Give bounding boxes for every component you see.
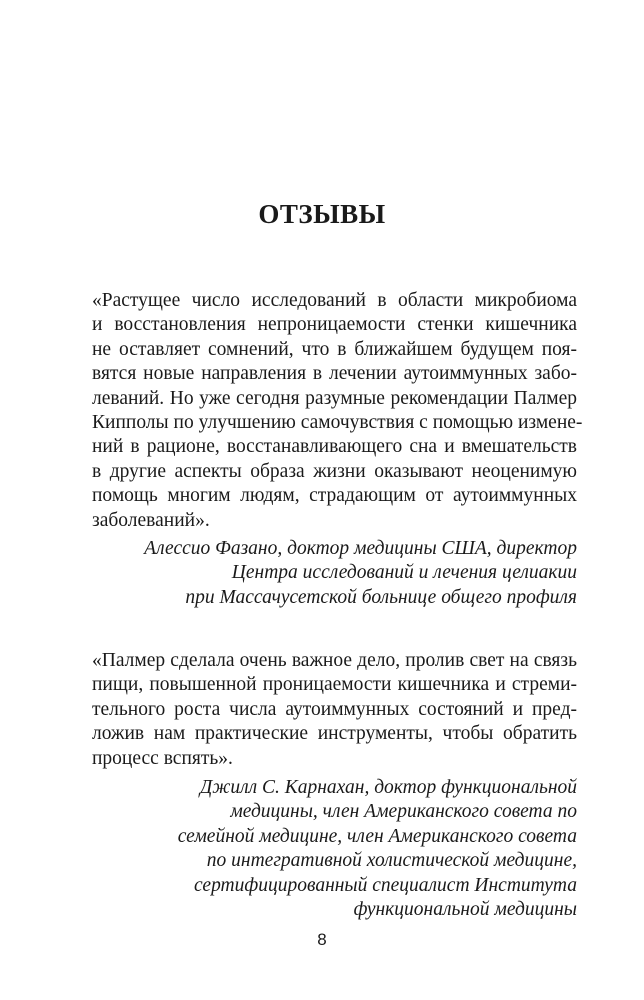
quote-line: леваний. Но уже сегодня разумные рекомендации Палмер — [92, 387, 577, 409]
quote-line: заболеваний». — [92, 509, 210, 531]
page-heading: ОТЗЫВЫ — [258, 199, 386, 229]
quote-line: пищи, повышенной проницаемости кишечника и стреми- — [92, 674, 577, 696]
quote-line: тельного роста числа аутоиммунных состояний и пред- — [92, 698, 577, 720]
quote-line: «Палмер сделала очень важное дело, пролив свет на связь — [92, 650, 577, 671]
quote-line: не оставляет сомнений, что в ближайшем будущем поя- — [92, 338, 577, 360]
quote-line: помощь многим людям, страдающим от аутоиммунных — [92, 485, 577, 507]
quote-line: «Растущее число исследований в области микробиома — [92, 290, 577, 311]
attribution-line: Алессио Фазано, доктор медицины США, директор — [144, 538, 577, 559]
attribution-line: при Массачусетской больнице общего профиля — [185, 586, 577, 608]
attribution-line: Джилл С. Карнахан, доктор функциональной — [199, 777, 577, 798]
review-quote-1 — [92, 289, 583, 533]
quote-line: ложив нам практические инструменты, чтобы обратить — [92, 723, 577, 745]
attribution-line: по интегративной холистической медицине, — [206, 850, 577, 872]
attribution-line: функциональной медицины — [353, 899, 577, 921]
attribution-line: Центра исследований и лечения целиакии — [231, 562, 577, 584]
quote-line: в другие аспекты образа жизни оказывают неоценимую — [92, 460, 577, 482]
attribution-line: медицины, член Американского совета по — [230, 801, 577, 823]
quote-line: процесс вспять». — [92, 747, 233, 769]
attribution-line: семейной медицине, член Американского совета — [177, 825, 577, 847]
quote-line: ний в рационе, восстанавливающего сна и вмешательств — [92, 436, 577, 458]
quote-line: вятся новые направления в лечении аутоиммунных забо- — [92, 363, 577, 385]
quote-line: Кипполы по улучшению самочувствия с помощью измене- — [92, 412, 583, 434]
review-attribution-1 — [92, 537, 577, 610]
review-quote-2 — [92, 649, 577, 771]
review-attribution-2 — [92, 776, 577, 922]
quote-line: и восстановления непроницаемости стенки кишечника — [92, 314, 577, 336]
page-number: 8 — [317, 930, 327, 949]
attribution-line: сертифицированный специалист Института — [194, 874, 577, 896]
